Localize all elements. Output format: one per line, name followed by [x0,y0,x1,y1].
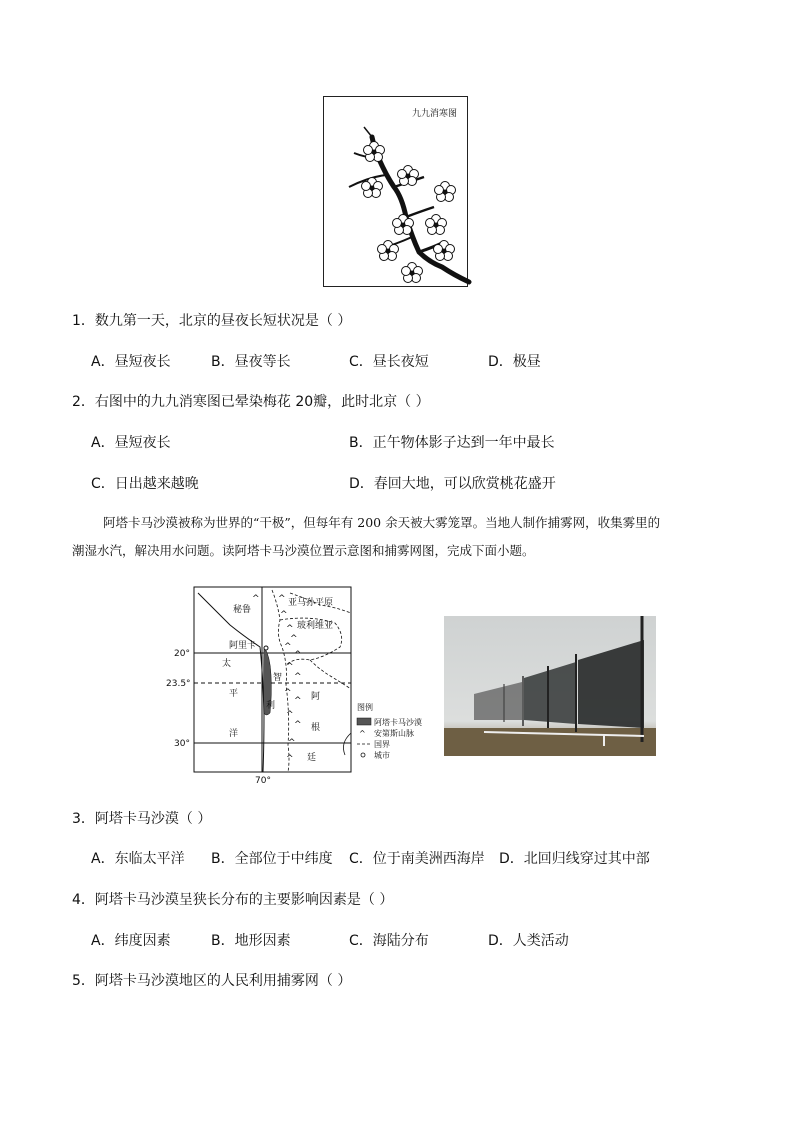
place-label: 亚马孙平原 [288,598,334,608]
passage-line-1: 阿塔卡马沙漠被称为世界的“干极”，但每年有 200 余天被大雾笼罩。当地人制作捕雾网，收集雾里的 [103,515,661,530]
q1-option-b[interactable]: B．昼夜等长 [211,354,291,370]
svg-text:^: ^ [284,642,292,652]
question-1-stem: 1．数九第一天，北京的昼夜长短状况是（ ） [72,313,352,329]
lat-label: 23.5° [166,679,191,689]
legend-item: 安第斯山脉 [374,729,414,738]
q1-option-c[interactable]: C．昼长夜短 [349,354,429,370]
place-label: 平 [229,689,239,699]
legend-item: 阿塔卡马沙漠 [374,718,422,727]
fog-net-drawing [444,616,656,756]
q3-option-d[interactable]: D．北回归线穿过其中部 [499,851,650,867]
q3-option-c[interactable]: C．位于南美洲西海岸 [349,851,485,867]
svg-text:^: ^ [286,662,294,672]
svg-text:^: ^ [294,672,302,682]
q4-option-a[interactable]: A．纬度因素 [91,933,171,949]
atacama-location-map [160,585,422,790]
place-label: 玻利维亚 [297,621,334,631]
passage-line-2: 潮湿水汽，解决用水问题。读阿塔卡马沙漠位置示意图和捕雾网图，完成下面小题。 [72,543,535,558]
fog-net-photo [444,616,656,756]
svg-text:^: ^ [294,720,302,730]
q1-option-a[interactable]: A．昼短夜长 [91,354,171,370]
place-label: 太 [222,659,232,669]
q2-option-b[interactable]: B．正午物体影子达到一年中最长 [349,435,555,451]
place-label: 根 [311,723,321,733]
q4-option-c[interactable]: C．海陆分布 [349,933,429,949]
legend-item: 城市 [374,751,390,760]
figure-title: 九九消寒图 [411,109,457,119]
lat-label: 20° [174,649,190,659]
svg-text:^: ^ [294,650,302,660]
question-5-stem: 5．阿塔卡马沙漠地区的人民利用捕雾网（ ） [72,973,352,989]
svg-text:^: ^ [252,594,260,604]
svg-text:^: ^ [284,688,292,698]
svg-text:^: ^ [278,594,286,604]
svg-text:^: ^ [288,738,296,748]
place-label: 洋 [229,729,239,739]
q4-option-d[interactable]: D．人类活动 [488,933,569,949]
svg-text:^: ^ [280,610,288,620]
q2-option-a[interactable]: A．昼短夜长 [91,435,171,451]
legend-item: 国界 [374,740,390,749]
svg-text:^: ^ [359,729,366,738]
q1-option-d[interactable]: D．极昼 [488,354,541,370]
question-4-stem: 4．阿塔卡马沙漠呈狭长分布的主要影响因素是（ ） [72,892,394,908]
q3-option-a[interactable]: A．东临太平洋 [91,851,185,867]
lat-label: 30° [174,739,190,749]
svg-text:^: ^ [290,634,298,644]
svg-text:^: ^ [286,710,294,720]
q3-option-b[interactable]: B．全部位于中纬度 [211,851,333,867]
question-3-stem: 3．阿塔卡马沙漠（ ） [72,811,212,827]
question-2-stem: 2．右图中的九九消寒图已晕染梅花 20瓣，此时北京（ ） [72,394,430,410]
map-drawing [160,585,422,790]
svg-text:^: ^ [286,754,294,764]
place-label: 廷 [307,753,317,763]
q4-option-b[interactable]: B．地形因素 [211,933,291,949]
svg-text:^: ^ [286,624,294,634]
place-label: 秘鲁 [233,605,252,615]
plum-blossom-figure [323,96,468,287]
lon-label: 70° [255,776,271,786]
place-label: 阿里卡 [229,641,257,651]
place-label: 利 [266,701,276,711]
q2-option-d[interactable]: D．春回大地，可以欣赏桃花盛开 [349,476,556,492]
place-label: 智 [273,673,283,683]
place-label: 阿 [311,692,321,702]
plum-branch-drawing [324,97,469,288]
q2-option-c[interactable]: C．日出越来越晚 [91,476,199,492]
legend-title: 图例 [357,703,373,712]
svg-text:^: ^ [294,696,302,706]
